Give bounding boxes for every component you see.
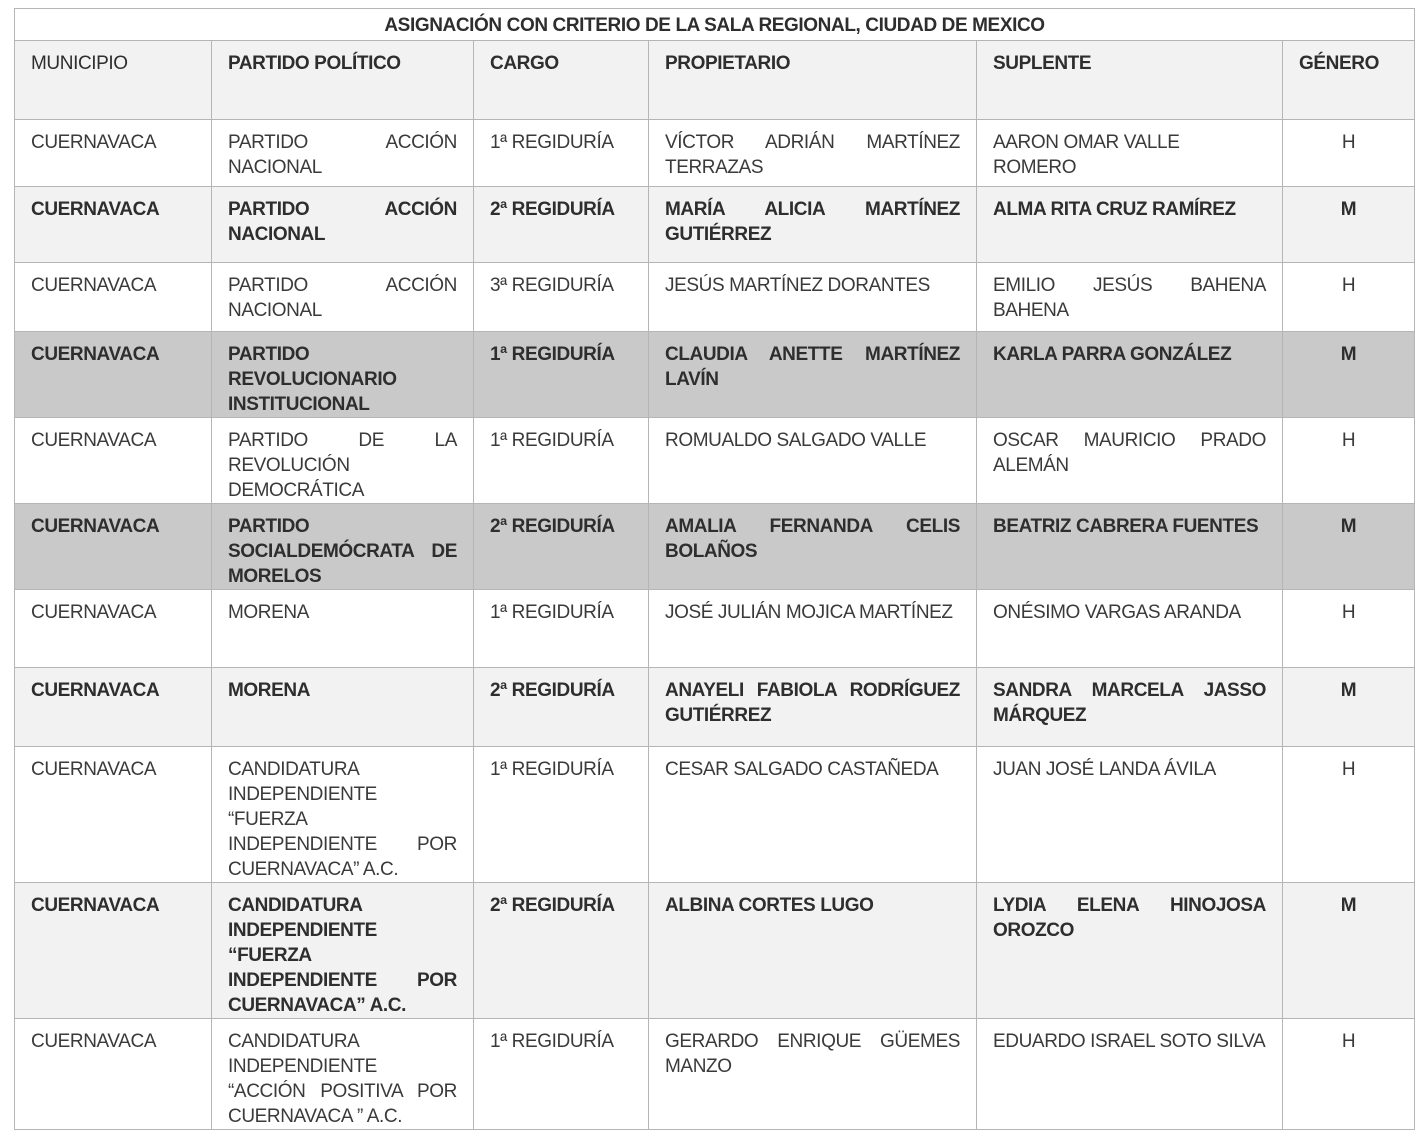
cell-suplente: ONÉSIMO VARGAS ARANDA bbox=[977, 590, 1283, 668]
cell-genero: M bbox=[1283, 187, 1415, 263]
cell-partido: MORENA bbox=[212, 590, 474, 668]
header-propietario: PROPIETARIO bbox=[649, 41, 977, 120]
cell-partido: MORENA bbox=[212, 668, 474, 747]
cell-partido: CANDIDATURA INDEPENDIENTE “FUERZA INDEPENDIENTE POR CUERNAVACA” A.C. bbox=[212, 883, 474, 1019]
cell-cargo: 1ª REGIDURÍA bbox=[474, 332, 649, 418]
cell-cargo: 2ª REGIDURÍA bbox=[474, 883, 649, 1019]
cell-genero: H bbox=[1283, 590, 1415, 668]
cell-genero: M bbox=[1283, 668, 1415, 747]
cell-municipio: CUERNAVACA bbox=[15, 504, 212, 590]
cell-municipio: CUERNAVACA bbox=[15, 1019, 212, 1130]
cell-suplente: ALMA RITA CRUZ RAMÍREZ bbox=[977, 187, 1283, 263]
cell-cargo: 1ª REGIDURÍA bbox=[474, 1019, 649, 1130]
cell-cargo: 2ª REGIDURÍA bbox=[474, 668, 649, 747]
cell-genero: M bbox=[1283, 332, 1415, 418]
table-row bbox=[15, 187, 1415, 263]
cell-partido: CANDIDATURA INDEPENDIENTE “FUERZA INDEPENDIENTE POR CUERNAVACA” A.C. bbox=[212, 747, 474, 883]
header-partido: PARTIDO POLÍTICO bbox=[212, 41, 474, 120]
cell-partido: PARTIDO SOCIALDEMÓCRATA DE MORELOS bbox=[212, 504, 474, 590]
cell-municipio: CUERNAVACA bbox=[15, 747, 212, 883]
cell-cargo: 1ª REGIDURÍA bbox=[474, 747, 649, 883]
header-genero: GÉNERO bbox=[1283, 41, 1415, 120]
cell-genero: M bbox=[1283, 504, 1415, 590]
cell-municipio: CUERNAVACA bbox=[15, 187, 212, 263]
header-suplente: SUPLENTE bbox=[977, 41, 1283, 120]
cell-cargo: 2ª REGIDURÍA bbox=[474, 504, 649, 590]
cell-propietario: ALBINA CORTES LUGO bbox=[649, 883, 977, 1019]
cell-suplente: JUAN JOSÉ LANDA ÁVILA bbox=[977, 747, 1283, 883]
cell-propietario: JESÚS MARTÍNEZ DORANTES bbox=[649, 263, 977, 332]
cell-genero: M bbox=[1283, 883, 1415, 1019]
header-municipio: MUNICIPIO bbox=[15, 41, 212, 120]
cell-partido: PARTIDO DE LA REVOLUCIÓN DEMOCRÁTICA bbox=[212, 418, 474, 504]
cell-genero: H bbox=[1283, 418, 1415, 504]
table-row bbox=[15, 668, 1415, 747]
cell-propietario: ANAYELI FABIOLA RODRÍGUEZ GUTIÉRREZ bbox=[649, 668, 977, 747]
cell-partido: CANDIDATURA INDEPENDIENTE “ACCIÓN POSITIVA POR CUERNAVACA ” A.C. bbox=[212, 1019, 474, 1130]
table-header-row bbox=[15, 41, 1415, 120]
table-row bbox=[15, 332, 1415, 418]
cell-genero: H bbox=[1283, 263, 1415, 332]
cell-partido: PARTIDO REVOLUCIONARIO INSTITUCIONAL bbox=[212, 332, 474, 418]
table-row bbox=[15, 504, 1415, 590]
cell-suplente: EMILIO JESÚS BAHENA BAHENA bbox=[977, 263, 1283, 332]
cell-cargo: 1ª REGIDURÍA bbox=[474, 120, 649, 187]
cell-municipio: CUERNAVACA bbox=[15, 883, 212, 1019]
cell-municipio: CUERNAVACA bbox=[15, 668, 212, 747]
cell-partido: PARTIDO ACCIÓN NACIONAL bbox=[212, 120, 474, 187]
cell-suplente: KARLA PARRA GONZÁLEZ bbox=[977, 332, 1283, 418]
cell-suplente: LYDIA ELENA HINOJOSA OROZCO bbox=[977, 883, 1283, 1019]
cell-suplente: EDUARDO ISRAEL SOTO SILVA bbox=[977, 1019, 1283, 1130]
table-row bbox=[15, 418, 1415, 504]
cell-municipio: CUERNAVACA bbox=[15, 418, 212, 504]
cell-cargo: 1ª REGIDURÍA bbox=[474, 590, 649, 668]
cell-propietario: ROMUALDO SALGADO VALLE bbox=[649, 418, 977, 504]
cell-suplente: BEATRIZ CABRERA FUENTES bbox=[977, 504, 1283, 590]
table-row bbox=[15, 590, 1415, 668]
cell-propietario: AMALIA FERNANDA CELIS BOLAÑOS bbox=[649, 504, 977, 590]
cell-partido: PARTIDO ACCIÓN NACIONAL bbox=[212, 263, 474, 332]
cell-suplente: AARON OMAR VALLE ROMERO bbox=[977, 120, 1283, 187]
table-title: ASIGNACIÓN CON CRITERIO DE LA SALA REGIONAL, CIUDAD DE MEXICO bbox=[15, 9, 1415, 41]
cell-municipio: CUERNAVACA bbox=[15, 120, 212, 187]
cell-propietario: JOSÉ JULIÁN MOJICA MARTÍNEZ bbox=[649, 590, 977, 668]
cell-genero: H bbox=[1283, 120, 1415, 187]
cell-propietario: VÍCTOR ADRIÁN MARTÍNEZ TERRAZAS bbox=[649, 120, 977, 187]
table-row bbox=[15, 120, 1415, 187]
cell-propietario: MARÍA ALICIA MARTÍNEZ GUTIÉRREZ bbox=[649, 187, 977, 263]
table-row bbox=[15, 883, 1415, 1019]
cell-suplente: OSCAR MAURICIO PRADO ALEMÁN bbox=[977, 418, 1283, 504]
cell-cargo: 3ª REGIDURÍA bbox=[474, 263, 649, 332]
table-row bbox=[15, 747, 1415, 883]
assignment-table-sheet bbox=[14, 8, 1414, 1130]
cell-municipio: CUERNAVACA bbox=[15, 263, 212, 332]
cell-cargo: 1ª REGIDURÍA bbox=[474, 418, 649, 504]
cell-genero: H bbox=[1283, 1019, 1415, 1130]
cell-cargo: 2ª REGIDURÍA bbox=[474, 187, 649, 263]
cell-propietario: CESAR SALGADO CASTAÑEDA bbox=[649, 747, 977, 883]
table-row bbox=[15, 1019, 1415, 1130]
assignment-table bbox=[14, 8, 1415, 1130]
cell-suplente: SANDRA MARCELA JASSO MÁRQUEZ bbox=[977, 668, 1283, 747]
header-cargo: CARGO bbox=[474, 41, 649, 120]
cell-partido: PARTIDO ACCIÓN NACIONAL bbox=[212, 187, 474, 263]
cell-genero: H bbox=[1283, 747, 1415, 883]
cell-municipio: CUERNAVACA bbox=[15, 590, 212, 668]
cell-propietario: GERARDO ENRIQUE GÜEMES MANZO bbox=[649, 1019, 977, 1130]
cell-propietario: CLAUDIA ANETTE MARTÍNEZ LAVÍN bbox=[649, 332, 977, 418]
cell-municipio: CUERNAVACA bbox=[15, 332, 212, 418]
table-row bbox=[15, 263, 1415, 332]
